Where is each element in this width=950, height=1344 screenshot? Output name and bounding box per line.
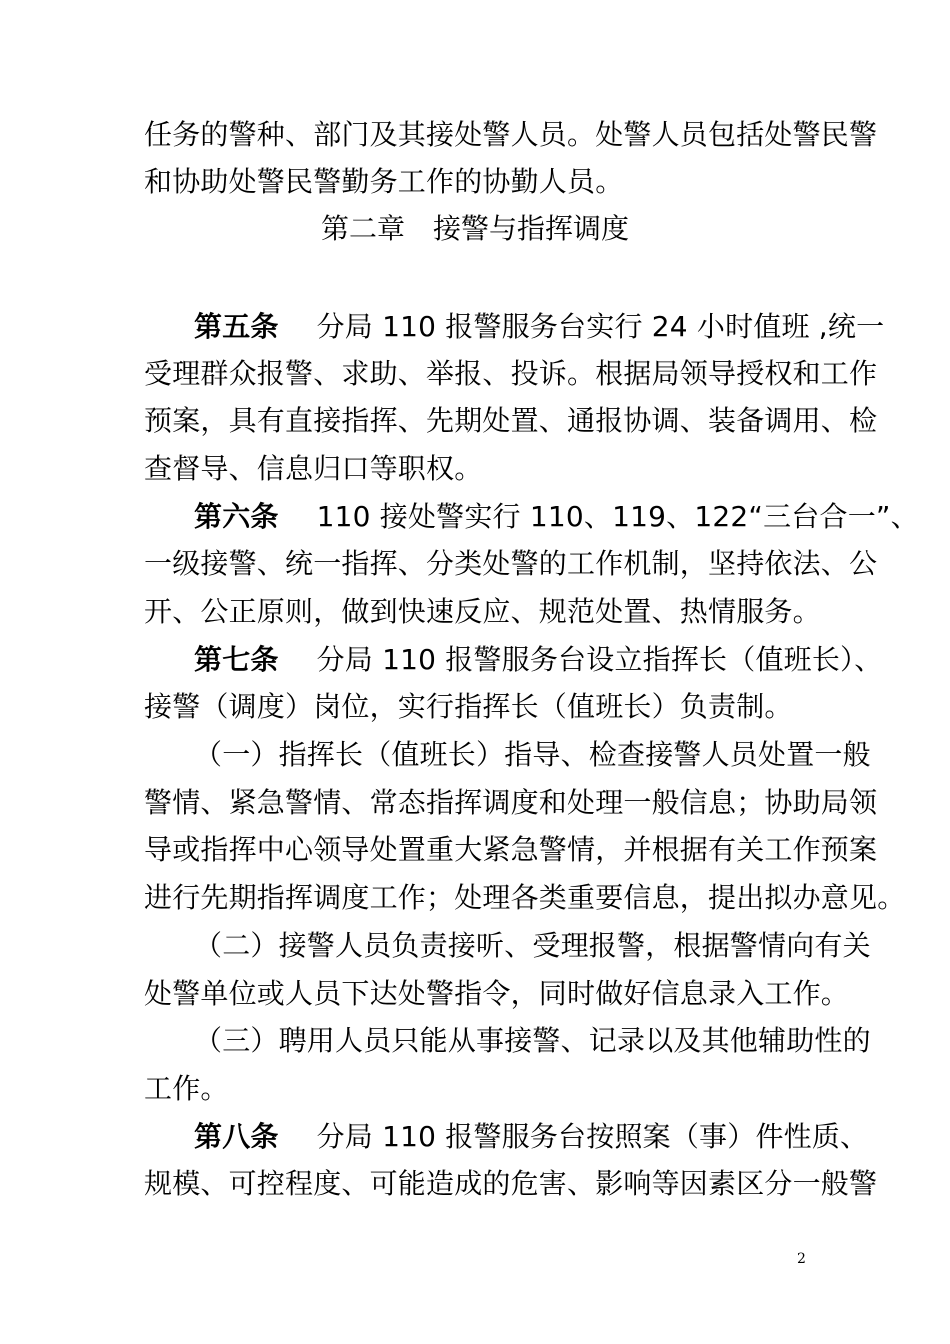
text-line: 任务的警种、部门及其接处警人员。处警人员包括处警民警 — [144, 118, 878, 151]
article-text: 分局 110 报警服务台按照案（事）件性质、 — [316, 1120, 869, 1153]
article-text: 110 接处警实行 110、119、122“三台合一”、 — [316, 500, 919, 533]
article-text: 分局 110 报警服务台设立指挥长（值班长）、 — [316, 643, 883, 676]
text-line: 导或指挥中心领导处置重大紧急警情，并根据有关工作预案 — [144, 833, 878, 866]
article-label: 第六条 — [194, 500, 279, 533]
chapter-number: 第二章 — [320, 212, 405, 245]
text-line: 处警单位或人员下达处警指令，同时做好信息录入工作。 — [144, 977, 850, 1010]
article-line — [194, 309, 884, 345]
text-line: 受理群众报警、求助、举报、投诉。根据局领导授权和工作 — [144, 357, 878, 390]
text-line: 警情、紧急警情、常态指挥调度和处理一般信息；协助局领 — [144, 786, 878, 819]
page-number: 2 — [797, 1251, 806, 1267]
text-line: 查督导、信息归口等职权。 — [144, 452, 483, 485]
text-line: 规模、可控程度、可能造成的危害、影响等因素区分一般警 — [144, 1167, 878, 1200]
text-line: 工作。 — [144, 1072, 229, 1105]
article-label: 第五条 — [194, 310, 279, 343]
text-line: 接警（调度）岗位，实行指挥长（值班长）负责制。 — [144, 690, 793, 723]
article-label: 第八条 — [194, 1120, 279, 1153]
text-line: （三）聘用人员只能从事接警、记录以及其他辅助性的 — [194, 1024, 871, 1057]
chapter-title: 接警与指挥调度 — [433, 212, 630, 245]
text-line: 和协助处警民警勤务工作的协勤人员。 — [144, 165, 624, 198]
article-line — [194, 642, 882, 678]
article-line — [194, 1119, 868, 1155]
article-label: 第七条 — [194, 643, 279, 676]
text-line: 开、公正原则，做到快速反应、规范处置、热情服务。 — [144, 595, 821, 628]
text-line: （一）指挥长（值班长）指导、检查接警人员处置一般 — [194, 738, 871, 771]
article-line — [194, 499, 919, 535]
chapter-heading — [0, 211, 950, 247]
text-line: 一级接警、统一指挥、分类处警的工作机制，坚持依法、公 — [144, 547, 878, 580]
article-text: 分局 110 报警服务台实行 24 小时值班 ,统一 — [316, 310, 885, 343]
text-line: 预案，具有直接指挥、先期处置、通报协调、装备调用、检 — [144, 404, 878, 437]
text-line: 进行先期指挥调度工作；处理各类重要信息，提出拟办意见。 — [144, 881, 906, 914]
text-line: （二）接警人员负责接听、受理报警，根据警情向有关 — [194, 929, 871, 962]
